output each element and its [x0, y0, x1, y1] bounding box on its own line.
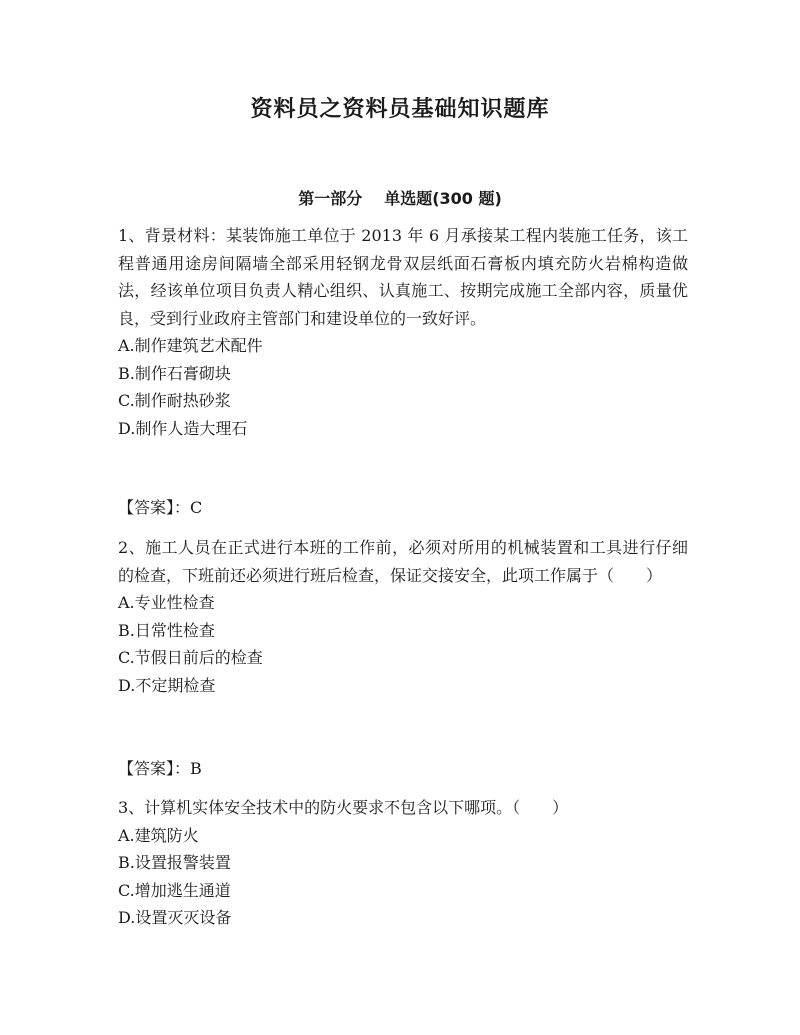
option-d: D.不定期检查 — [118, 675, 216, 695]
option-b: B.制作石膏砌块 — [118, 363, 231, 383]
document-title: 资料员之资料员基础知识题库 — [250, 97, 550, 122]
option-a: A.制作建筑艺术配件 — [118, 336, 263, 355]
option-c: C.增加逃生通道 — [118, 880, 231, 900]
section-part: 第一部分 — [298, 189, 363, 208]
option-d: D.设置灭灭设备 — [118, 908, 232, 927]
section-name: 单选题(300 题) — [384, 189, 502, 208]
question-1 — [118, 222, 688, 442]
option-b: B.日常性检查 — [118, 620, 215, 640]
option-c: C.制作耐热砂浆 — [118, 391, 231, 410]
option-a: A.建筑防火 — [118, 825, 199, 845]
answer-value: C — [190, 498, 203, 517]
question-stem: 3、计算机实体安全技术中的防火要求不包含以下哪项。（ ） — [118, 798, 569, 817]
section-heading — [0, 186, 800, 209]
option-a: A.专业性检查 — [118, 593, 215, 612]
answer-label: 【答案】： — [118, 498, 191, 517]
option-b: B.设置报警装置 — [118, 853, 231, 872]
answer-2 — [118, 755, 688, 783]
answer-value: B — [190, 759, 202, 778]
option-d: D.制作人造大理石 — [118, 418, 248, 438]
option-c: C.节假日前后的检查 — [118, 648, 263, 667]
answer-label: 【答案】： — [118, 759, 191, 778]
question-2 — [118, 534, 688, 699]
answer-1 — [118, 494, 688, 522]
question-stem: 1、背景材料：某装饰施工单位于 2013 年 6 月承接某工程内装施工任务，该工程普通用途房间隔墙全部采用轻钢龙骨双层纸面石膏板内填充防火岩棉构造做法，经该单位项目负责人精心组织、认真施工、按期完成施工全部内容，质量优良，受到行业政府主管部门和建设单位的一致好评。 — [118, 226, 688, 328]
question-3 — [118, 794, 688, 932]
question-stem: 2、施工人员在正式进行本班的工作前，必须对所用的机械装置和工具进行仔细的检查，下班前还必须进行班后检查，保证交接安全，此项工作属于（ ） — [118, 538, 688, 585]
